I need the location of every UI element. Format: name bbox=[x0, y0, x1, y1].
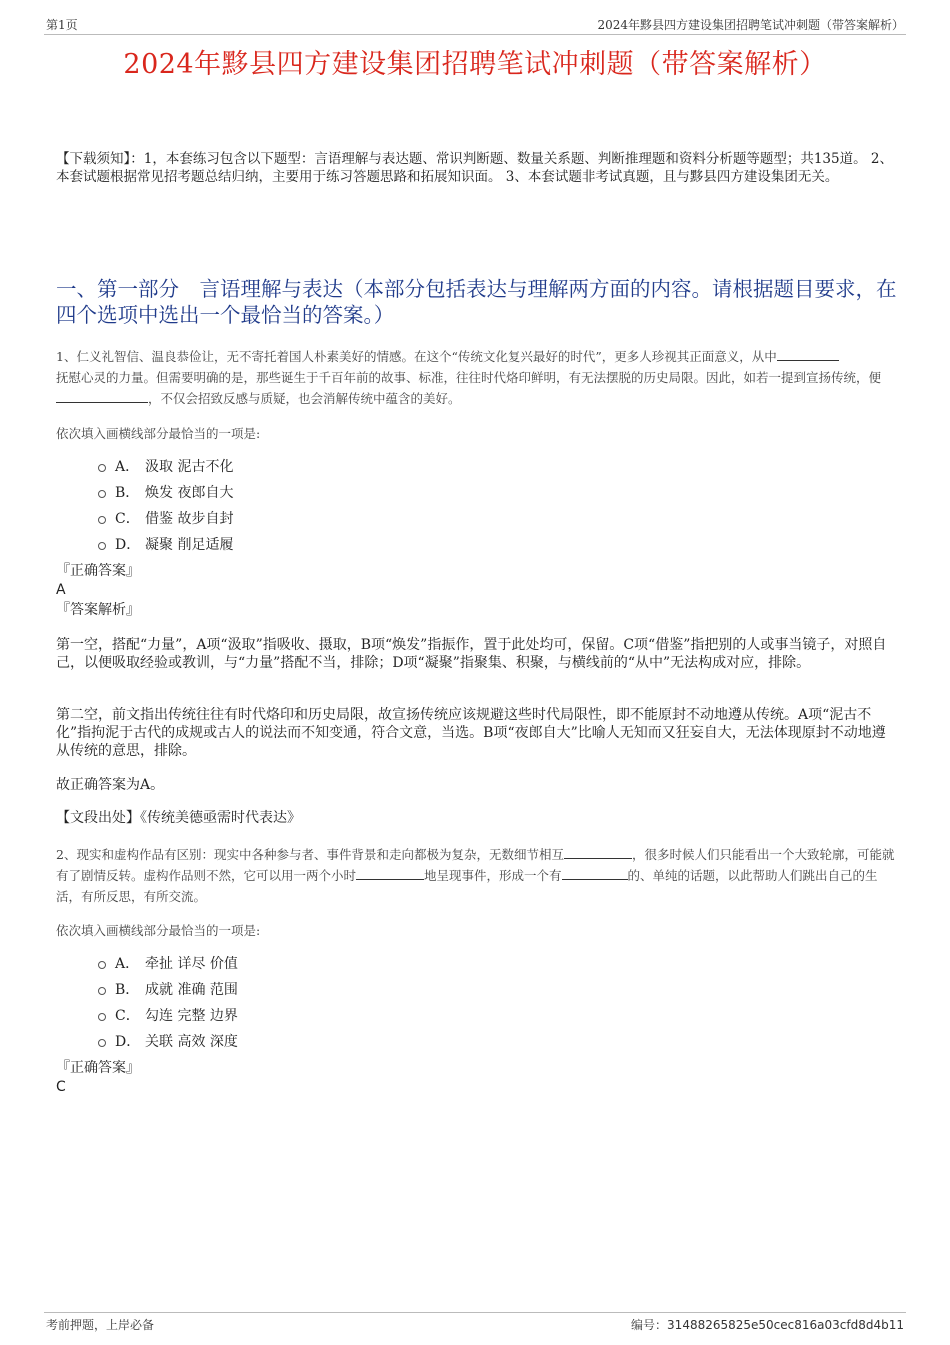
correct-answer-label: 『正确答案』 bbox=[56, 563, 140, 579]
analysis-conclusion: 故正确答案为A。 bbox=[56, 777, 165, 793]
page-header bbox=[44, 14, 906, 35]
correct-answer: C bbox=[56, 1079, 66, 1095]
correct-answer-label: 『正确答案』 bbox=[56, 1060, 140, 1076]
question-1-options bbox=[56, 453, 896, 557]
radio-icon[interactable] bbox=[98, 464, 106, 472]
option-d[interactable]: D． 关联 高效 深度 bbox=[56, 1028, 896, 1054]
option-b[interactable]: B． 焕发 夜郎自大 bbox=[56, 479, 896, 505]
fill-blank bbox=[356, 867, 424, 880]
radio-icon[interactable] bbox=[98, 490, 106, 498]
fill-blank bbox=[777, 348, 839, 361]
correct-answer: A bbox=[56, 582, 66, 598]
option-b[interactable]: B． 成就 准确 范围 bbox=[56, 976, 896, 1002]
analysis-paragraph-1: 第一空，搭配“力量”，A项“汲取”指吸收、摄取，B项“焕发”指振作，置于此处均可，保留。C项“借鉴”指把别的人或事当镜子，对照自己，以便吸取经验或教训，与“力量”搭配不当，排除；D项“凝聚”指聚集、积聚，与横线前的“从中”无法构成对应，排除。 bbox=[56, 637, 887, 671]
footer-slogan: 考前押题，上岸必备 bbox=[46, 1318, 155, 1332]
header-doc-name: 2024年黟县四方建设集团招聘笔试冲刺题（带答案解析） bbox=[597, 18, 904, 32]
section-title: 一、第一部分 言语理解与表达（本部分包括表达与理解两方面的内容。请根据题目要求，在四个选项中选出一个最恰当的答案。） bbox=[56, 277, 897, 327]
fill-blank bbox=[56, 390, 148, 403]
radio-icon[interactable] bbox=[98, 542, 106, 550]
footer-code: 编号：31488265825e50cec816a03cfd8d4b11 bbox=[631, 1318, 904, 1332]
option-a[interactable]: A． 汲取 泥古不化 bbox=[56, 453, 896, 479]
radio-icon[interactable] bbox=[98, 1013, 106, 1021]
option-d[interactable]: D． 凝聚 削足适履 bbox=[56, 531, 896, 557]
analysis-label: 『答案解析』 bbox=[56, 602, 140, 618]
question-2-instruction: 依次填入画横线部分最恰当的一项是: bbox=[56, 923, 261, 938]
passage-source: 【文段出处】《传统美德亟需时代表达》 bbox=[56, 810, 301, 826]
radio-icon[interactable] bbox=[98, 516, 106, 524]
question-2-options bbox=[56, 950, 896, 1054]
page-number: 第1页 bbox=[46, 18, 78, 32]
question-1 bbox=[56, 346, 896, 409]
option-c[interactable]: C． 借鉴 故步自封 bbox=[56, 505, 896, 531]
option-a[interactable]: A． 牵扯 详尽 价值 bbox=[56, 950, 896, 976]
question-1-instruction: 依次填入画横线部分最恰当的一项是: bbox=[56, 426, 261, 441]
fill-blank bbox=[562, 867, 628, 880]
page-footer bbox=[44, 1312, 906, 1333]
question-2 bbox=[56, 844, 896, 907]
document-title: 2024年黟县四方建设集团招聘笔试冲刺题（带答案解析） bbox=[123, 49, 827, 80]
option-c[interactable]: C． 勾连 完整 边界 bbox=[56, 1002, 896, 1028]
radio-icon[interactable] bbox=[98, 987, 106, 995]
question-1-text: 1、仁义礼智信、温良恭俭让，无不寄托着国人朴素美好的情感。在这个“传统文化复兴最好的时代”，更多人珍视其正面意义，从中 抚慰心灵的力量。但需要明确的是，那些诞生于千百年前的故事、标准，往往时代烙印鲜明，有无法摆脱的历史局限。因此，如若一提到宣扬传统，便，不仅会招致反感与质疑，也会消解传统中蕴含的美好。 bbox=[56, 349, 882, 406]
fill-blank bbox=[564, 846, 632, 859]
download-notice: 【下载须知】：1，本套练习包含以下题型：言语理解与表达题、常识判断题、数量关系题、判断推理题和资料分析题等题型；共135道。 2、本套试题根据常见招考题总结归纳，主要用于练习答题思路和拓展知识面。 3、本套试题非考试真题，且与黟县四方建设集团无关。 bbox=[56, 151, 893, 185]
radio-icon[interactable] bbox=[98, 1039, 106, 1047]
question-2-text: 2、现实和虚构作品有区别：现实中各种参与者、事件背景和走向都极为复杂，无数细节相互 ，很多时候人们只能看出一个大致轮廓，可能就有了剧情反转。虚构作品则不然，它可以用一两个小时 地呈现事件，形成一个有 的、单纯的话题，以此帮助人们跳出自己的生活，有所反思，有所交流。 bbox=[56, 847, 895, 904]
radio-icon[interactable] bbox=[98, 961, 106, 969]
analysis-paragraph-2: 第二空，前文指出传统往往有时代烙印和历史局限，故宣扬传统应该规避这些时代局限性，即不能原封不动地遵从传统。A项“泥古不化”指拘泥于古代的成规或古人的说法而不知变通，符合文意，当选。B项“夜郎自大”比喻人无知而又狂妄自大，无法体现原封不动地遵从传统的意思，排除。 bbox=[56, 707, 886, 759]
